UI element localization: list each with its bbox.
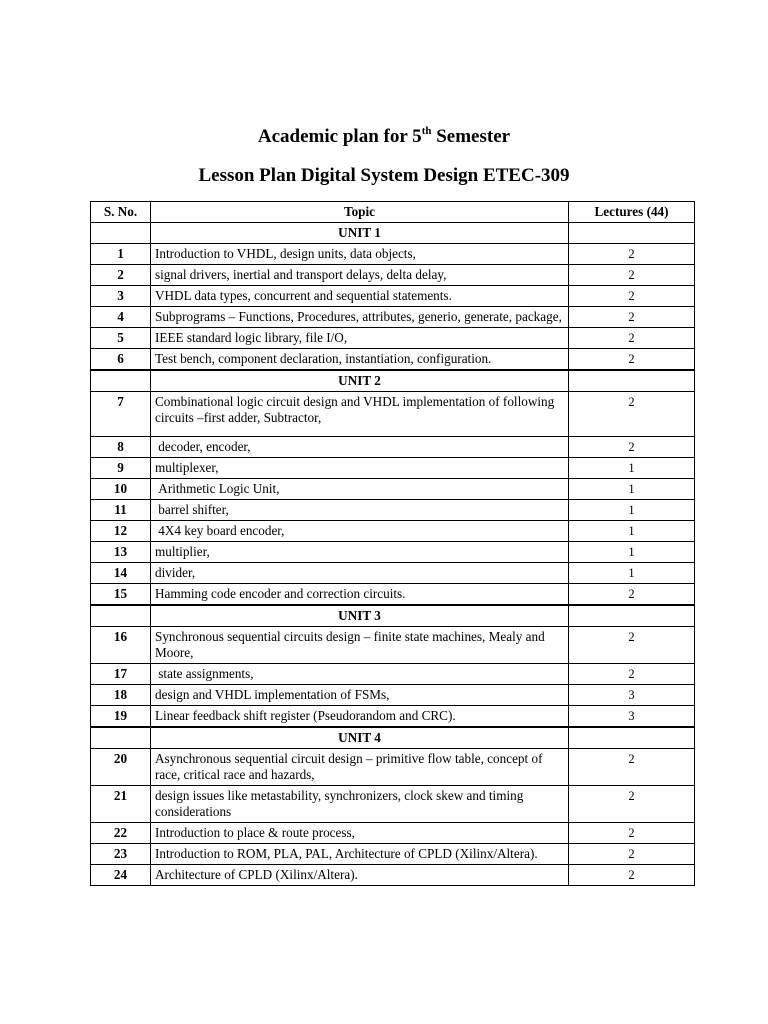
lesson-plan-table — [90, 201, 695, 886]
topic-cell: Introduction to place & route process, — [151, 823, 569, 844]
table-row — [91, 244, 695, 265]
table-row — [91, 627, 695, 664]
header-topic: Topic — [151, 202, 569, 223]
table-row — [91, 479, 695, 500]
header-lectures: Lectures (44) — [569, 202, 695, 223]
unit-empty-cell — [91, 727, 151, 749]
lectures-cell: 2 — [569, 823, 695, 844]
serial-number-cell: 11 — [91, 500, 151, 521]
topic-cell: Architecture of CPLD (Xilinx/Altera). — [151, 865, 569, 886]
table-row — [91, 563, 695, 584]
serial-number-cell: 24 — [91, 865, 151, 886]
lectures-cell: 2 — [569, 265, 695, 286]
unit-label: UNIT 4 — [151, 727, 569, 749]
table-row — [91, 307, 695, 328]
lectures-cell: 1 — [569, 458, 695, 479]
table-row — [91, 500, 695, 521]
serial-number-cell: 22 — [91, 823, 151, 844]
lectures-cell: 2 — [569, 664, 695, 685]
unit-row — [91, 727, 695, 749]
title-superscript: th — [421, 125, 432, 137]
unit-empty-cell — [569, 605, 695, 627]
unit-empty-cell — [91, 370, 151, 392]
unit-row — [91, 605, 695, 627]
table-row — [91, 349, 695, 371]
lectures-cell: 2 — [569, 844, 695, 865]
serial-number-cell: 7 — [91, 392, 151, 437]
serial-number-cell: 6 — [91, 349, 151, 371]
unit-empty-cell — [569, 223, 695, 244]
topic-cell: Synchronous sequential circuits design – finite state machines, Mealy and Moore, — [151, 627, 569, 664]
table-row — [91, 286, 695, 307]
topic-cell: decoder, encoder, — [151, 437, 569, 458]
serial-number-cell: 10 — [91, 479, 151, 500]
table-row — [91, 823, 695, 844]
serial-number-cell: 13 — [91, 542, 151, 563]
serial-number-cell: 8 — [91, 437, 151, 458]
lectures-cell: 1 — [569, 542, 695, 563]
table-row — [91, 786, 695, 823]
serial-number-cell: 4 — [91, 307, 151, 328]
lectures-cell: 2 — [569, 786, 695, 823]
table-row — [91, 749, 695, 786]
serial-number-cell: 17 — [91, 664, 151, 685]
lectures-cell: 2 — [569, 865, 695, 886]
header-sno: S. No. — [91, 202, 151, 223]
serial-number-cell: 15 — [91, 584, 151, 606]
serial-number-cell: 21 — [91, 786, 151, 823]
lectures-cell: 2 — [569, 349, 695, 371]
serial-number-cell: 12 — [91, 521, 151, 542]
unit-label: UNIT 1 — [151, 223, 569, 244]
table-row — [91, 844, 695, 865]
serial-number-cell: 19 — [91, 706, 151, 728]
topic-cell: Asynchronous sequential circuit design – primitive flow table, concept of race, critical race and hazards, — [151, 749, 569, 786]
serial-number-cell: 14 — [91, 563, 151, 584]
lectures-cell: 3 — [569, 685, 695, 706]
topic-cell: Subprograms – Functions, Procedures, attributes, generio, generate, package, — [151, 307, 569, 328]
lectures-cell: 1 — [569, 479, 695, 500]
unit-empty-cell — [569, 727, 695, 749]
unit-empty-cell — [569, 370, 695, 392]
table-row — [91, 265, 695, 286]
topic-cell: design issues like metastability, synchronizers, clock skew and timing considerations — [151, 786, 569, 823]
table-row — [91, 664, 695, 685]
table-row — [91, 328, 695, 349]
topic-cell: divider, — [151, 563, 569, 584]
table-row — [91, 706, 695, 728]
serial-number-cell: 9 — [91, 458, 151, 479]
table-row — [91, 458, 695, 479]
topic-cell: barrel shifter, — [151, 500, 569, 521]
topic-cell: Combinational logic circuit design and VHDL implementation of following circuits –first adder, Subtractor, — [151, 392, 569, 437]
unit-empty-cell — [91, 605, 151, 627]
topic-cell: IEEE standard logic library, file I/O, — [151, 328, 569, 349]
lectures-cell: 2 — [569, 392, 695, 437]
lectures-cell: 2 — [569, 749, 695, 786]
lectures-cell: 3 — [569, 706, 695, 728]
topic-cell: Arithmetic Logic Unit, — [151, 479, 569, 500]
topic-cell: VHDL data types, concurrent and sequential statements. — [151, 286, 569, 307]
table-row — [91, 437, 695, 458]
table-body — [91, 223, 695, 886]
unit-label: UNIT 3 — [151, 605, 569, 627]
lectures-cell: 1 — [569, 563, 695, 584]
lectures-cell: 2 — [569, 328, 695, 349]
topic-cell: Test bench, component declaration, instantiation, configuration. — [151, 349, 569, 371]
lectures-cell: 2 — [569, 286, 695, 307]
table-row — [91, 865, 695, 886]
topic-cell: state assignments, — [151, 664, 569, 685]
table-row — [91, 392, 695, 437]
table-row — [91, 521, 695, 542]
lectures-cell: 2 — [569, 437, 695, 458]
serial-number-cell: 18 — [91, 685, 151, 706]
page-subtitle: Lesson Plan Digital System Design ETEC-309 — [198, 165, 570, 186]
table-row — [91, 685, 695, 706]
serial-number-cell: 1 — [91, 244, 151, 265]
topic-cell: signal drivers, inertial and transport delays, delta delay, — [151, 265, 569, 286]
serial-number-cell: 16 — [91, 627, 151, 664]
lectures-cell: 1 — [569, 500, 695, 521]
unit-row — [91, 223, 695, 244]
unit-row — [91, 370, 695, 392]
topic-cell: 4X4 key board encoder, — [151, 521, 569, 542]
topic-cell: multiplier, — [151, 542, 569, 563]
serial-number-cell: 23 — [91, 844, 151, 865]
serial-number-cell: 3 — [91, 286, 151, 307]
topic-cell: Introduction to VHDL, design units, data objects, — [151, 244, 569, 265]
topic-cell: design and VHDL implementation of FSMs, — [151, 685, 569, 706]
unit-empty-cell — [91, 223, 151, 244]
lectures-cell: 2 — [569, 584, 695, 606]
table-header-row — [91, 202, 695, 223]
topic-cell: Hamming code encoder and correction circuits. — [151, 584, 569, 606]
title-suffix: Semester — [431, 126, 511, 147]
title-prefix: Academic plan for 5 — [257, 126, 422, 147]
serial-number-cell: 20 — [91, 749, 151, 786]
lectures-cell: 2 — [569, 244, 695, 265]
serial-number-cell: 5 — [91, 328, 151, 349]
topic-cell: multiplexer, — [151, 458, 569, 479]
topic-cell: Linear feedback shift register (Pseudorandom and CRC). — [151, 706, 569, 728]
topic-cell: Introduction to ROM, PLA, PAL, Architecture of CPLD (Xilinx/Altera). — [151, 844, 569, 865]
lectures-cell: 2 — [569, 307, 695, 328]
unit-label: UNIT 2 — [151, 370, 569, 392]
table-row — [91, 542, 695, 563]
lectures-cell: 1 — [569, 521, 695, 542]
table-row — [91, 584, 695, 606]
serial-number-cell: 2 — [91, 265, 151, 286]
lectures-cell: 2 — [569, 627, 695, 664]
page-title — [0, 126, 768, 148]
